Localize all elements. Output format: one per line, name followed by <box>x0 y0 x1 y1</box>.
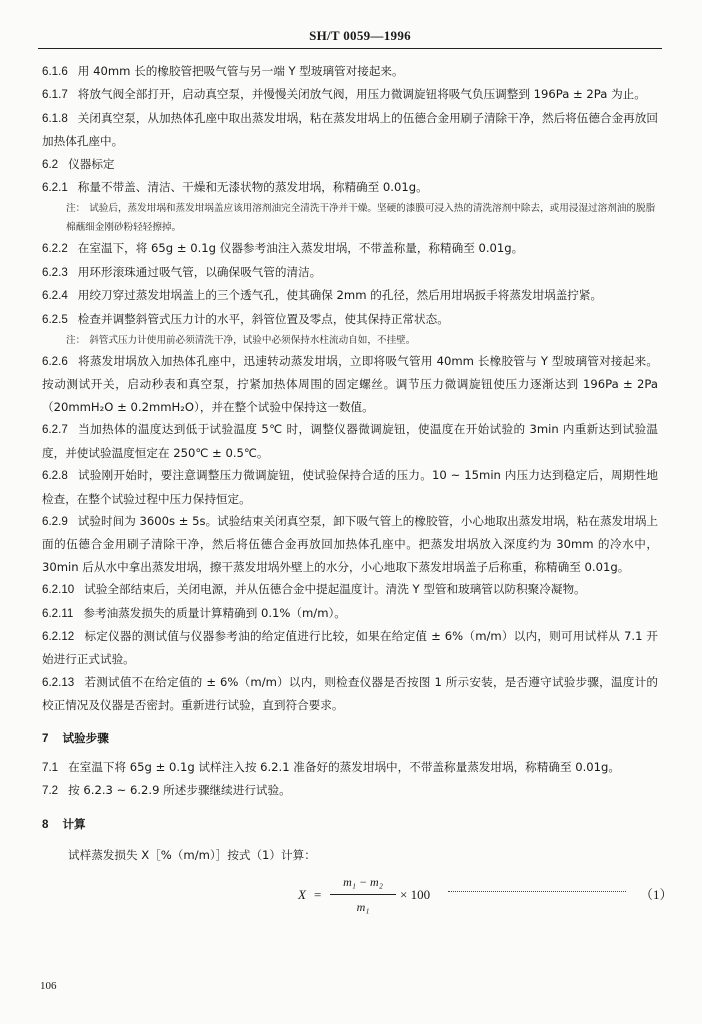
clause <box>42 176 658 199</box>
clause-text: 试验时间为 3600s ± 5s。试验结束关闭真空泵，卸下吸气管上的橡胶管，小心地取出蒸发坩埚，粘在蒸发坩埚上面的伍德合金用刷子清除干净，然后将伍德合金再放回加热体孔座中。把蒸发坩埚放入深度约为 30mm 的冷水中，30min 后从水中拿出蒸发坩埚，擦干蒸发坩埚外壁上的水分，小心地取下蒸发坩埚盖子后称重，称精确至 0.01g。 <box>42 513 658 574</box>
clause-number: 6.2.11 <box>42 606 74 620</box>
equation-number: （1） <box>640 886 673 902</box>
clause-list <box>42 60 658 836</box>
clause-number: 6.2.1 <box>42 181 68 195</box>
clause <box>42 237 658 260</box>
formula-multiplier: × 100 <box>400 886 431 902</box>
clause <box>42 83 658 106</box>
clause <box>42 510 658 578</box>
formula-denominator: m₁ <box>356 900 370 914</box>
clause-number: 6.2 <box>42 157 59 171</box>
clause-text: 检查并调整斜管式压力计的水平，斜管位置及零点，使其保持正常状态。 <box>77 311 449 326</box>
clause-number: 6.2.13 <box>42 675 75 689</box>
formula-fraction <box>330 871 396 919</box>
clause-number: 6.2.3 <box>42 265 68 279</box>
clause-text: 试验步骤 <box>62 730 109 745</box>
formula-equals: = <box>314 886 322 902</box>
clause-number: 7.2 <box>42 784 59 798</box>
clause-text: 试验刚开始时，要注意调整压力微调旋钮，使试验保持合适的压力。10 ~ 15min 内压力达到稳定后，周期性地检查，在整个试验过程中压力保持恒定。 <box>42 468 658 506</box>
clause-text: 用 40mm 长的橡胶管把吸气管与另一端 Y 型玻璃管对接起来。 <box>77 64 404 78</box>
clause-text: 仪器标定 <box>68 156 115 171</box>
clause-number: 6.2.5 <box>42 312 68 326</box>
subsection-heading <box>42 153 658 176</box>
calculation-intro: 试样蒸发损失 X［%（m/m）］按式（1）计算： <box>68 848 316 863</box>
clause-text: 参考油蒸发损失的质量计算精确到 0.1%（m/m）。 <box>83 605 346 620</box>
clause-text: 若测试值不在给定值的 ± 6%（m/m）以内，则检查仪器是否按图 1 所示安装，是否遵守试验步骤，温度计的校正情况及仪器是否密封。重新进行试验，直到符合要求。 <box>42 674 658 713</box>
clause-text: 在室温下将 65g ± 0.1g 试样注入按 6.2.1 准备好的蒸发坩埚中，不带盖称量蒸发坩埚，称精确至 0.01g。 <box>68 759 621 774</box>
clause-text: 称量不带盖、清洁、干燥和无漆状物的蒸发坩埚，称精确至 0.01g。 <box>77 180 428 195</box>
formula-numerator: m₁ − m₂ <box>343 874 383 889</box>
clause-number: 6.2.8 <box>42 469 68 483</box>
clause <box>42 261 658 284</box>
clause-text: 试验全部结束后，关闭电源，并从伍德合金中提起温度计。清洗 Y 型管和玻璃管以防积聚冷凝物。 <box>84 582 586 597</box>
note-text: 试验后，蒸发坩埚和蒸发坩埚盖应该用溶剂油完全清洗干净并干燥。坚硬的漆膜可浸入热的清洗溶剂中除去，或用浸湿过溶剂油的脱脂棉蘸细金刚砂粉轻轻擦掉。 <box>66 203 656 234</box>
section-heading <box>42 727 658 750</box>
clause-number: 7 <box>42 731 49 745</box>
clause-text: 计算 <box>62 816 86 831</box>
note-label: 注： <box>66 335 86 347</box>
note <box>66 331 658 350</box>
clause-number: 6.2.12 <box>42 629 75 643</box>
clause <box>42 60 658 83</box>
clause <box>42 350 658 418</box>
document-body <box>42 60 673 915</box>
page-number: 106 <box>40 980 57 992</box>
clause-number: 6.2.6 <box>42 355 68 369</box>
clause-number: 6.2.10 <box>42 583 75 597</box>
header-rule <box>38 48 662 49</box>
standard-code-header: SH/T 0059—1996 <box>309 28 411 43</box>
clause <box>42 464 658 510</box>
clause-number: 8 <box>42 817 49 831</box>
clause-number: 6.1.7 <box>42 88 68 102</box>
clause-number: 6.2.4 <box>42 289 68 303</box>
clause-number: 6.2.7 <box>42 423 68 437</box>
clause <box>42 308 658 331</box>
clause <box>42 756 658 779</box>
formula-1 <box>42 871 673 915</box>
clause <box>42 602 658 625</box>
clause-number: 7.1 <box>42 760 59 774</box>
clause <box>42 284 658 307</box>
formula-leader-dots <box>448 879 626 892</box>
section-heading <box>42 813 658 836</box>
clause <box>42 578 658 601</box>
clause-text: 关闭真空泵，从加热体孔座中取出蒸发坩埚，粘在蒸发坩埚上的伍德合金用刷子清除干净，然后将伍德合金再放回加热体孔座中。 <box>42 110 658 149</box>
clause <box>42 779 658 802</box>
fraction-bar <box>330 894 396 895</box>
clause-text: 在室温下，将 65g ± 0.1g 仪器参考油注入蒸发坩埚，不带盖称量，称精确至 0.01g。 <box>77 241 524 256</box>
clause-text: 标定仪器的测试值与仪器参考油的给定值进行比较，如果在给定值 ± 6%（m/m）以内，则可用试样从 7.1 开始进行正式试验。 <box>42 628 658 667</box>
clause-number: 6.1.8 <box>42 111 68 125</box>
note-label: 注： <box>66 203 86 215</box>
clause-text: 用绞刀穿过蒸发坩埚盖上的三个透气孔，使其确保 2mm 的孔径，然后用坩埚扳手将蒸发坩埚盖拧紧。 <box>77 288 603 303</box>
clause <box>42 107 658 153</box>
clause <box>42 625 658 671</box>
clause-text: 用环形滚珠通过吸气管，以确保吸气管的清洁。 <box>77 264 322 279</box>
clause <box>42 418 658 464</box>
clause-text: 将放气阀全部打开，启动真空泵，并慢慢关闭放气阀，用压力微调旋钮将吸气负压调整到 196Pa ± 2Pa 为止。 <box>77 87 646 102</box>
note <box>66 199 658 237</box>
clause-text: 当加热体的温度达到低于试验温度 5℃ 时，调整仪器微调旋钮，使温度在开始试验的 3min 内重新达到试验温度，并使试验温度恒定在 250℃ ± 0.5℃。 <box>42 422 658 460</box>
clause-number: 6.2.9 <box>42 514 68 528</box>
clause-number: 6.2.2 <box>42 242 68 256</box>
clause-text: 按 6.2.3 ~ 6.2.9 所述步骤继续进行试验。 <box>68 783 291 798</box>
clause-number: 6.1.6 <box>42 65 68 78</box>
clause-text: 将蒸发坩埚放入加热体孔座中，迅速转动蒸发坩埚，立即将吸气管用 40mm 长橡胶管与 Y 型玻璃管对接起来。按动测试开关，启动秒表和真空泵，拧紧加热体周围的固定螺丝。调节压力微调旋钮使压力逐渐达到 196Pa ± 2Pa（20mmH₂O ± 0.2mmH₂O），并在整个试验中保持这一数值。 <box>42 354 658 414</box>
clause <box>42 671 658 717</box>
note-text: 斜管式压力计使用前必须清洗干净，试验中必须保持水柱流动自如，不挂壁。 <box>89 335 416 347</box>
formula-lhs: X <box>298 886 306 902</box>
